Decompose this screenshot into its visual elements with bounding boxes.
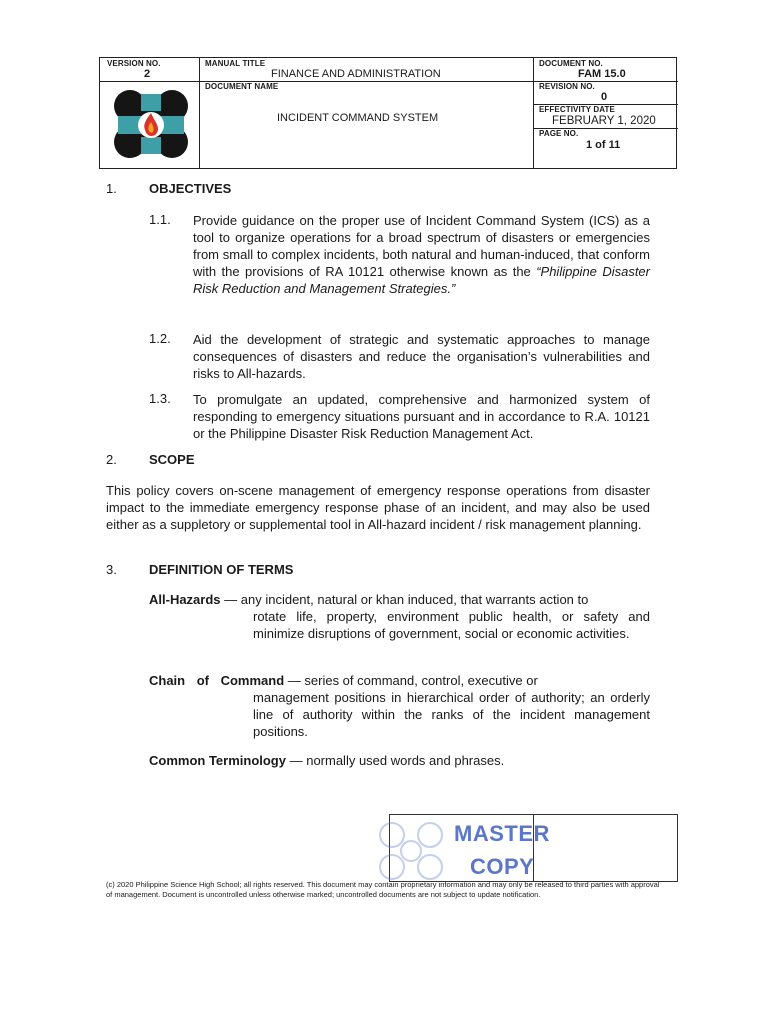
effectivity-label: EFFECTIVITY DATE (539, 105, 615, 114)
objective-item-text-italic: “Philippine Disaster Risk Reduction and Management Strategies.” (193, 264, 650, 296)
definition-all-hazards (149, 591, 650, 642)
revision-value: 0 (601, 91, 608, 103)
header-divider (100, 81, 199, 82)
copyright-footer: (c) 2020 Philippine Science High School; all rights reserved. This document may contain proprietary information and may only be released to third parties with approval of management. Document is uncontrolled unless otherwise marked; uncontrolled documents are not subject to update notification. (106, 880, 660, 899)
document-no-value: FAM 15.0 (578, 68, 626, 80)
objective-item-text (193, 212, 650, 297)
section-number: 2. (106, 452, 117, 467)
page-no-value: 1 of 11 (586, 139, 621, 151)
objective-item-number: 1.1. (149, 212, 171, 227)
stamp-text-master: MASTER (454, 821, 550, 846)
stamp-text-copy: COPY (470, 854, 535, 879)
section-number: 1. (106, 181, 117, 196)
definition-common-terminology (149, 752, 650, 769)
definition-text-continued: management positions in hierarchical order of authority; an orderly line of authority within the ranks of the incident management positions. (253, 690, 650, 739)
definition-text: — normally used words and phrases. (285, 753, 505, 768)
definition-text: — any incident, natural or khan induced, that warrants action to (220, 592, 589, 607)
effectivity-value: FEBRUARY 1, 2020 (552, 115, 656, 127)
manual-title-label: MANUAL TITLE (205, 59, 266, 68)
version-label: VERSION NO. (107, 59, 161, 68)
objective-item-number: 1.2. (149, 331, 171, 346)
version-value: 2 (144, 68, 151, 80)
manual-title-value: FINANCE AND ADMINISTRATION (271, 68, 441, 80)
definition-term: All-Hazards (149, 592, 221, 607)
document-no-label: DOCUMENT NO. (539, 59, 603, 68)
document-name-value: INCIDENT COMMAND SYSTEM (277, 112, 439, 124)
definition-term: Chain of Command (149, 673, 285, 688)
header-divider (533, 58, 534, 168)
revision-label: REVISION NO. (539, 82, 595, 91)
section-title-definitions: DEFINITION OF TERMS (149, 562, 294, 577)
scope-text: This policy covers on-scene management of emergency response operations from disaster impact to the immediate emergency response phase of an incident, and may also be used either as a suppletory or supplemental tool in All-hazard incident / risk management planning. (106, 483, 650, 532)
objective-item-text: To promulgate an updated, comprehensive and harmonized system of responding to emergency situations pursuant and in accordance to R.A. 10121 or the Philippine Disaster Risk Reduction Management Act. (193, 392, 650, 441)
page-no-label: PAGE NO. (539, 129, 579, 138)
section-title-scope: SCOPE (149, 452, 195, 467)
definition-text: — series of command, control, executive or (284, 673, 538, 688)
master-copy-stamp (389, 814, 678, 882)
objective-item-text: Aid the development of strategic and systematic approaches to manage consequences of disasters and reduce the organisation’s vulnerabilities and risks to All-hazards. (193, 332, 650, 381)
section-title-objectives: OBJECTIVES (149, 181, 232, 196)
pshs-flame-logo-icon (113, 89, 189, 159)
stamp-seal-icon (378, 821, 448, 883)
section-number: 3. (106, 562, 117, 577)
document-name-label: DOCUMENT NAME (205, 82, 279, 91)
definition-chain-of-command (149, 672, 650, 740)
objective-item-number: 1.3. (149, 391, 171, 406)
definition-term: Common Terminology (149, 753, 286, 768)
definition-text-continued: rotate life, property, environment public health, or safety and minimize disruptions of government, social or economic activities. (253, 609, 650, 641)
objective-item-text-plain: Provide guidance on the proper use of Incident Command System (ICS) as a tool to organize operations for a broad spectrum of disasters or emergencies from small to complex incidents, both natural and human-induced, that conform with the provisions of RA 10121 otherwise known as the (193, 213, 650, 279)
header-divider (199, 58, 200, 168)
